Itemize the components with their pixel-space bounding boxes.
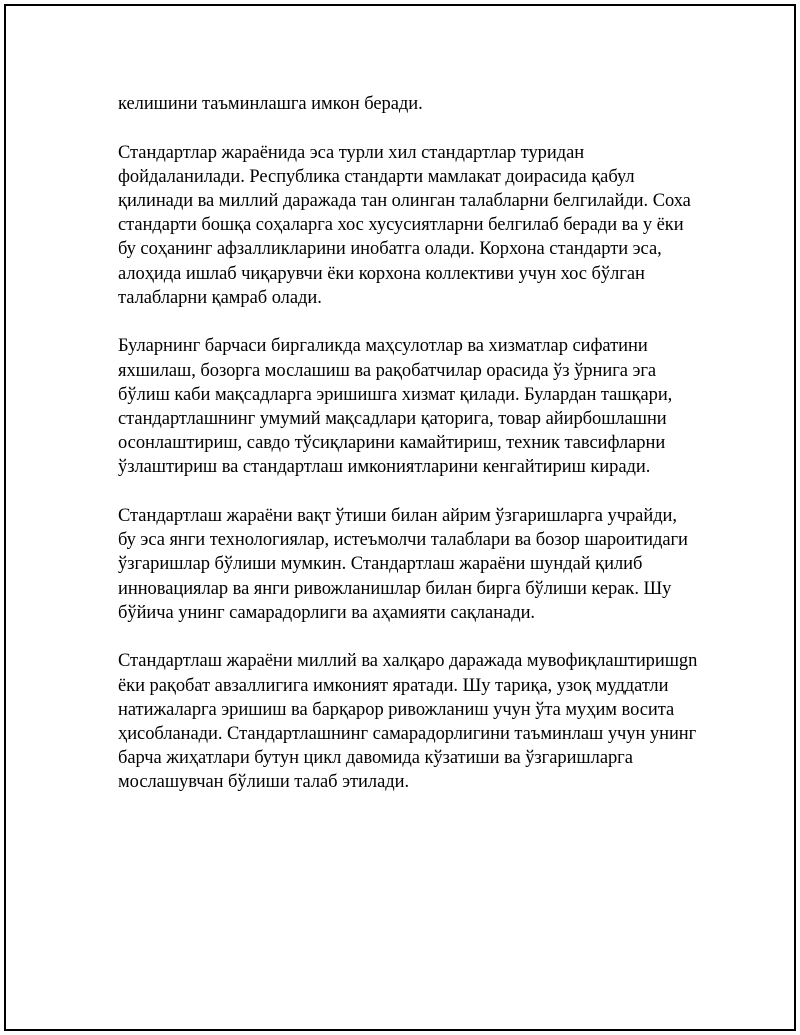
- paragraph-continuation: келишини таъминлашга имкон беради.: [118, 94, 423, 114]
- paragraph-standard-goals: Буларнинг барчаси биргаликда маҳсулотлар ва хизматлар сифатини яхшилаш, бозорга мослашиш ва рақобатчилар орасида ўз ўрнига эга бўлиш каби мақсадларга эришишга хизмат қилади. Булардан ташқари, стандартлашнинг умумий мақсадлари қаторига, товар айирбошлашни осонлаштириш, савдо тўсиқларини камайтириш, техник тавсифларни ўзлаштириш ва стандартлаш имкониятларини кенгайтириш киради.: [118, 336, 673, 478]
- document-body: [118, 92, 698, 819]
- paragraph-standard-types: Стандартлар жараёнида эса турли хил стандартлар туридан фойдаланилади. Республика стандарти мамлакат доирасида қабул қилинади ва миллий даражада тан олинган талабларни белгилайди. Соха стандарти бошқа соҳаларга хос хусусиятларни белгилаб беради ва у ёки бу соҳанинг афзалликларини инобатга олади. Корхона стандарти эса, алоҳида ишлаб чиқарувчи ёки корхона коллективи учун хос бўлган талабларни қамраб олади.: [118, 142, 691, 308]
- paragraph-standard-evolution: Стандартлаш жараёни вақт ўтиши билан айрим ўзгаришларга учрайди, бу эса янги технологиялар, истеъмолчи талаблари ва бозор шароитидаги ўзгаришлар бўлиши мумкин. Стандартлаш жараёни шундай қилиб инновациялар ва янги ривожланишлар билан бирга бўлиши керак. Шу бўйича унинг самарадорлиги ва аҳамияти сақланади.: [118, 506, 688, 623]
- paragraph-standard-harmonization: Стандартлаш жараёни миллий ва халқаро даражада мувофиқлаштиришgn ёки рақобат авзаллигига имконият яратади. Шу тариқа, узоқ муддатли натижаларга эришиш ва барқарор ривожланиш учун ўта муҳим восита ҳисобланади. Стандартлашнинг самарадорлигини таъминлаш учун унинг барча жиҳатлари бутун цикл давомида кўзатиши ва ўзгаришларга мослашувчан бўлиши талаб этилади.: [118, 651, 698, 793]
